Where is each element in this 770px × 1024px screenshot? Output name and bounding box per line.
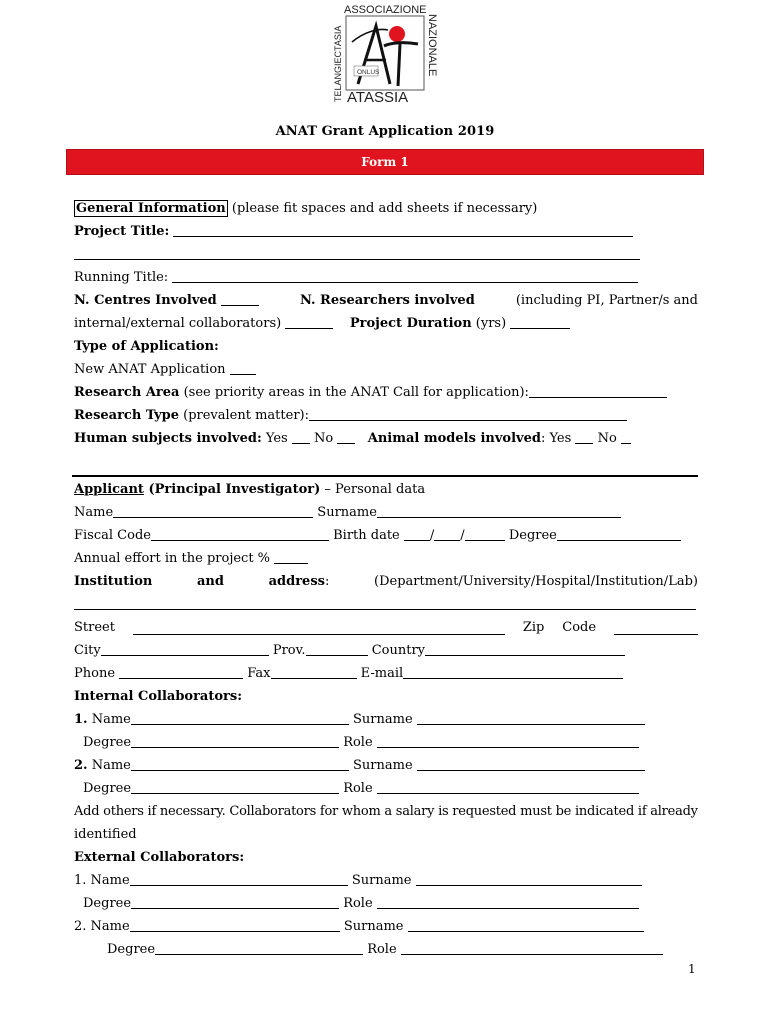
general-info-heading-row (74, 197, 698, 220)
general-info-note: (please fit spaces and add sheets if necessary) (227, 201, 538, 216)
researchers-note: (including PI, Partner/s and (515, 293, 698, 308)
new-application-row (74, 358, 698, 381)
phone-field[interactable] (119, 664, 243, 679)
external-1-degree-label: Degree (83, 896, 132, 911)
logo-right-text: NAZIONALE (426, 14, 438, 77)
centres-row (74, 289, 698, 312)
centres-label: N. Centres Involved (74, 293, 217, 308)
human-no-label: No (314, 431, 334, 446)
research-area-field[interactable] (529, 383, 667, 398)
human-subjects-label: Human subjects involved: (74, 431, 262, 446)
internal-note-line-1: Add others if necessary. Collaborators for whom a salary is requested must be indicated if already (74, 804, 698, 819)
annual-effort-label: Annual effort in the project % (74, 551, 271, 566)
running-title-label: Running Title: (74, 270, 169, 285)
external-1-name-label: Name (90, 873, 130, 888)
zip-field[interactable] (614, 620, 698, 635)
internal-2-name-field[interactable] (131, 756, 349, 771)
street-field[interactable] (133, 620, 505, 635)
applicant-heading-rest: (Principal Investigator) (143, 482, 321, 497)
document-title: ANAT Grant Application 2019 (275, 124, 495, 139)
city-row (74, 639, 698, 662)
collaborators-note: internal/external collaborators) (74, 316, 282, 331)
page-number: 1 (688, 962, 696, 976)
institution-note: (Department/University/Hospital/Institution/Lab) (374, 574, 698, 589)
zip-label: Zip (522, 620, 545, 635)
applicant-surname-label: Surname (317, 505, 377, 520)
applicant-name-row (74, 501, 698, 524)
animal-yes-label: Yes (549, 431, 572, 446)
human-yes-label: Yes (265, 431, 288, 446)
logo-left-text: TELANGIECTASIA (333, 25, 343, 102)
internal-2-surname-field[interactable] (417, 756, 645, 771)
internal-1-degree-row (74, 731, 698, 754)
prov-field[interactable] (306, 641, 368, 656)
external-2-role-field[interactable] (401, 940, 663, 955)
external-2-degree-row (74, 938, 698, 961)
research-area-note: (see priority areas in the ANAT Call for application): (179, 385, 529, 400)
project-title-field[interactable] (173, 222, 633, 237)
section-spacer (74, 450, 698, 478)
logo-bottom-text: ATASSIA (347, 89, 409, 106)
animal-no-field[interactable] (621, 429, 631, 444)
internal-1-role-label: Role (343, 735, 373, 750)
internal-1-role-field[interactable] (377, 733, 639, 748)
new-application-field[interactable] (230, 360, 256, 375)
subjects-row: Human subjects involved: Yes No Animal models involved: Yes No (74, 427, 698, 450)
research-type-note: (prevalent matter): (179, 408, 309, 423)
section-divider (72, 475, 698, 477)
research-type-label: Research Type (74, 408, 179, 423)
institution-address-label: address (268, 574, 325, 589)
internal-1-degree-label: Degree (83, 735, 132, 750)
zip-code-label: Code (562, 620, 597, 635)
institution-field[interactable] (74, 595, 696, 610)
country-label: Country (371, 643, 426, 658)
external-2-number: 2. (74, 919, 87, 934)
fax-field[interactable] (271, 664, 357, 679)
external-heading: External Collaborators: (74, 850, 245, 865)
fiscal-code-field[interactable] (151, 526, 329, 541)
external-1-name-field[interactable] (130, 871, 348, 886)
form-body (74, 197, 698, 961)
type-heading: Type of Application: (74, 339, 219, 354)
internal-1-surname-label: Surname (353, 712, 413, 727)
applicant-heading-note: – Personal data (320, 482, 426, 497)
external-1-role-label: Role (343, 896, 373, 911)
internal-1-number: 1. (74, 712, 88, 727)
internal-note-line-2: identified (74, 827, 137, 842)
logo-red-dot (389, 26, 405, 42)
applicant-name-field[interactable] (113, 503, 313, 518)
email-label: E-mail (360, 666, 404, 681)
external-1-surname-field[interactable] (416, 871, 642, 886)
birth-day-field[interactable] (404, 526, 430, 541)
duration-unit: (yrs) (475, 316, 507, 331)
animal-models-label: Animal models involved (367, 431, 541, 446)
internal-2-degree-label: Degree (83, 781, 132, 796)
internal-1-name-label: Name (91, 712, 131, 727)
applicant-heading: Applicant (74, 482, 144, 497)
project-title-field-2[interactable] (74, 245, 640, 260)
external-1-name-row (74, 869, 698, 892)
institution-field-row (74, 593, 698, 616)
duration-field[interactable] (510, 314, 570, 329)
external-2-surname-label: Surname (343, 919, 404, 934)
anat-logo (330, 2, 442, 106)
country-field[interactable] (425, 641, 625, 656)
internal-1-degree-field[interactable] (131, 733, 339, 748)
animal-no-label: No (597, 431, 617, 446)
external-1-surname-label: Surname (351, 873, 412, 888)
phone-row (74, 662, 698, 685)
birth-year-field[interactable] (465, 526, 505, 541)
research-type-field[interactable] (309, 406, 627, 421)
city-label: City (74, 643, 101, 658)
email-field[interactable] (403, 664, 623, 679)
prov-label: Prov. (272, 643, 306, 658)
city-field[interactable] (101, 641, 269, 656)
street-row (74, 616, 698, 639)
internal-1-name-field[interactable] (131, 710, 349, 725)
logo-top-text: ASSOCIAZIONE (344, 4, 427, 16)
degree-field[interactable] (557, 526, 681, 541)
external-1-degree-row (74, 892, 698, 915)
annual-effort-row (74, 547, 698, 570)
form-label: Form 1 (361, 155, 409, 169)
annual-effort-field[interactable] (274, 549, 308, 564)
research-area-label: Research Area (74, 385, 180, 400)
external-2-name-row (74, 915, 698, 938)
external-2-role-label: Role (367, 942, 397, 957)
external-1-number: 1. (74, 873, 87, 888)
collaborators-row (74, 312, 698, 335)
internal-2-name-row (74, 754, 698, 777)
degree-label: Degree (508, 528, 557, 543)
applicant-heading-row (74, 478, 698, 501)
applicant-fiscal-row: Fiscal Code Birth date / / Degree (74, 524, 698, 547)
project-title-row (74, 220, 698, 243)
internal-2-name-label: Name (91, 758, 131, 773)
general-info-heading: General Information (76, 201, 226, 216)
internal-1-surname-field[interactable] (417, 710, 645, 725)
research-area-row (74, 381, 698, 404)
centres-field[interactable] (221, 291, 259, 306)
logo-onlus-text: ONLUS (357, 69, 380, 76)
researchers-field[interactable] (285, 314, 333, 329)
institution-label: Institution (74, 574, 153, 589)
internal-2-role-field[interactable] (377, 779, 639, 794)
institution-row: Institution and address: (Department/University/Hospital/Institution/Lab) (74, 570, 698, 593)
internal-heading: Internal Collaborators: (74, 689, 242, 704)
new-application-label: New ANAT Application (74, 362, 226, 377)
internal-2-number: 2. (74, 758, 88, 773)
phone-label: Phone (74, 666, 116, 681)
animal-yes-field[interactable] (575, 429, 593, 444)
running-title-field[interactable] (172, 268, 638, 283)
research-type-row (74, 404, 698, 427)
external-1-degree-field[interactable] (131, 894, 339, 909)
internal-2-degree-row (74, 777, 698, 800)
internal-1-name-row (74, 708, 698, 731)
fax-label: Fax (247, 666, 271, 681)
applicant-surname-field[interactable] (377, 503, 621, 518)
running-title-row (74, 266, 698, 289)
form-banner (66, 149, 704, 175)
external-2-name-label: Name (90, 919, 130, 934)
street-label: Street (74, 620, 115, 635)
researchers-label: N. Researchers involved (299, 293, 475, 308)
fiscal-code-label: Fiscal Code (74, 528, 151, 543)
external-1-role-field[interactable] (377, 894, 639, 909)
internal-2-role-label: Role (343, 781, 373, 796)
external-2-name-field[interactable] (130, 917, 340, 932)
internal-2-degree-field[interactable] (131, 779, 339, 794)
institution-and: and (196, 574, 224, 589)
duration-label: Project Duration (349, 316, 472, 331)
external-2-surname-field[interactable] (408, 917, 644, 932)
project-title-label: Project Title: (74, 224, 170, 239)
applicant-name-label: Name (74, 505, 114, 520)
project-title-continuation-row (74, 243, 698, 266)
birth-date-label: Birth date (333, 528, 400, 543)
human-no-field[interactable] (337, 429, 355, 444)
external-2-degree-label: Degree (107, 942, 156, 957)
human-yes-field[interactable] (292, 429, 310, 444)
internal-2-surname-label: Surname (353, 758, 413, 773)
external-2-degree-field[interactable] (155, 940, 363, 955)
birth-month-field[interactable] (434, 526, 460, 541)
